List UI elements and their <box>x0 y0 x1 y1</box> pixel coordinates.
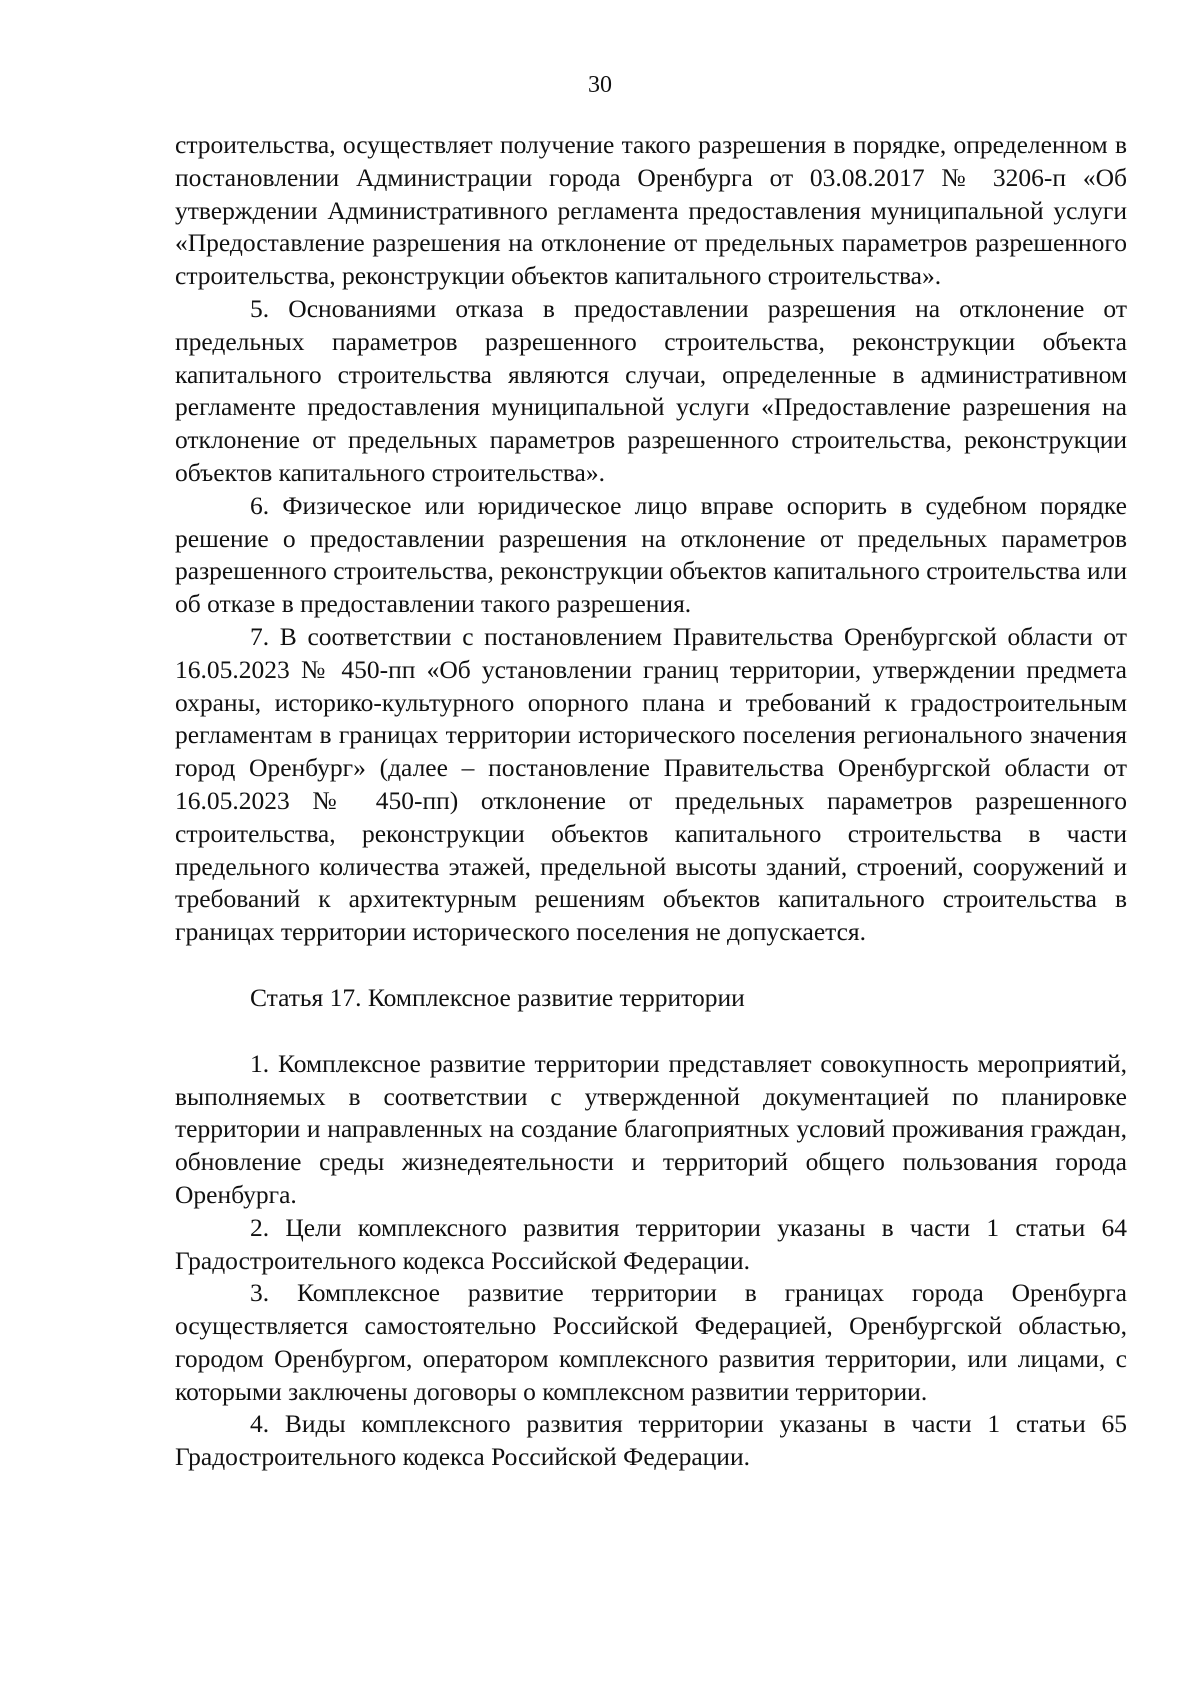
paragraph-item-5: 5. Основаниями отказа в предоставлении разрешения на отклонение от предельных параметров разрешенного строительства, реконструкции объекта капитального строительства являются случаи, определенные в административном регламенте предоставления муниципальной услуги «Предоставление разрешения на отклонение от предельных параметров разрешенного строительства, реконструкции объектов капитального строительства». <box>175 293 1127 487</box>
paragraph-continuation: строительства, осуществляет получение такого разрешения в порядке, определенном в постановлении Администрации города Оренбурга от 03.08.2017 № 3206-п «Об утверждении Административного регламента предоставления муниципальной услуги «Предоставление разрешения на отклонение от предельных параметров разрешенного строительства, реконструкции объектов капитального строительства». <box>175 130 1127 291</box>
article-paragraph-4: 4. Виды комплексного развития территории указаны в части 1 статьи 65 Градостроительного кодекса Российской Федерации. <box>175 1409 1127 1472</box>
paragraph-item-7: 7. В соответствии с постановлением Правительства Оренбургской области от 16.05.2023 № 450-пп «Об установлении границ территории, утверждении предмета охраны, историко-культурного опорного плана и требований к градостроительным регламентам в границах территории исторического поселения регионального значения город Оренбург» (далее – постановление Правительства Оренбургской области от 16.05.2023 № 450-пп) отклонение от предельных параметров разрешенного строительства, реконструкции объектов капитального строительства в части предельного количества этажей, предельной высоты зданий, строений, сооружений и требований к архитектурным решениям объектов капитального строительства в границах территории исторического поселения не допускается. <box>175 621 1127 947</box>
document-body <box>175 129 1127 1474</box>
paragraph-item-6: 6. Физическое или юридическое лицо вправе оспорить в судебном порядке решение о предоставлении разрешения на отклонение от предельных параметров разрешенного строительства, реконструкции объектов капитального строительства или об отказе в предоставлении такого разрешения. <box>175 490 1127 619</box>
article-paragraph-2: 2. Цели комплексного развития территории указаны в части 1 статьи 64 Градостроительного кодекса Российской Федерации. <box>175 1212 1127 1275</box>
page-number: 30 <box>588 72 612 98</box>
article-paragraph-1: 1. Комплексное развитие территории представляет совокупность мероприятий, выполняемых в соответствии с утвержденной документацией по планировке территории и направленных на создание благоприятных условий проживания граждан, обновление среды жизнедеятельности и территорий общего пользования города Оренбурга. <box>175 1048 1127 1209</box>
article-heading: Статья 17. Комплексное развитие территории <box>250 982 745 1012</box>
article-paragraph-3: 3. Комплексное развитие территории в границах города Оренбурга осуществляется самостоятельно Российской Федерацией, Оренбургской областью, городом Оренбургом, оператором комплексного развития территории, или лицами, с которыми заключены договоры о комплексном развитии территории. <box>175 1278 1127 1406</box>
